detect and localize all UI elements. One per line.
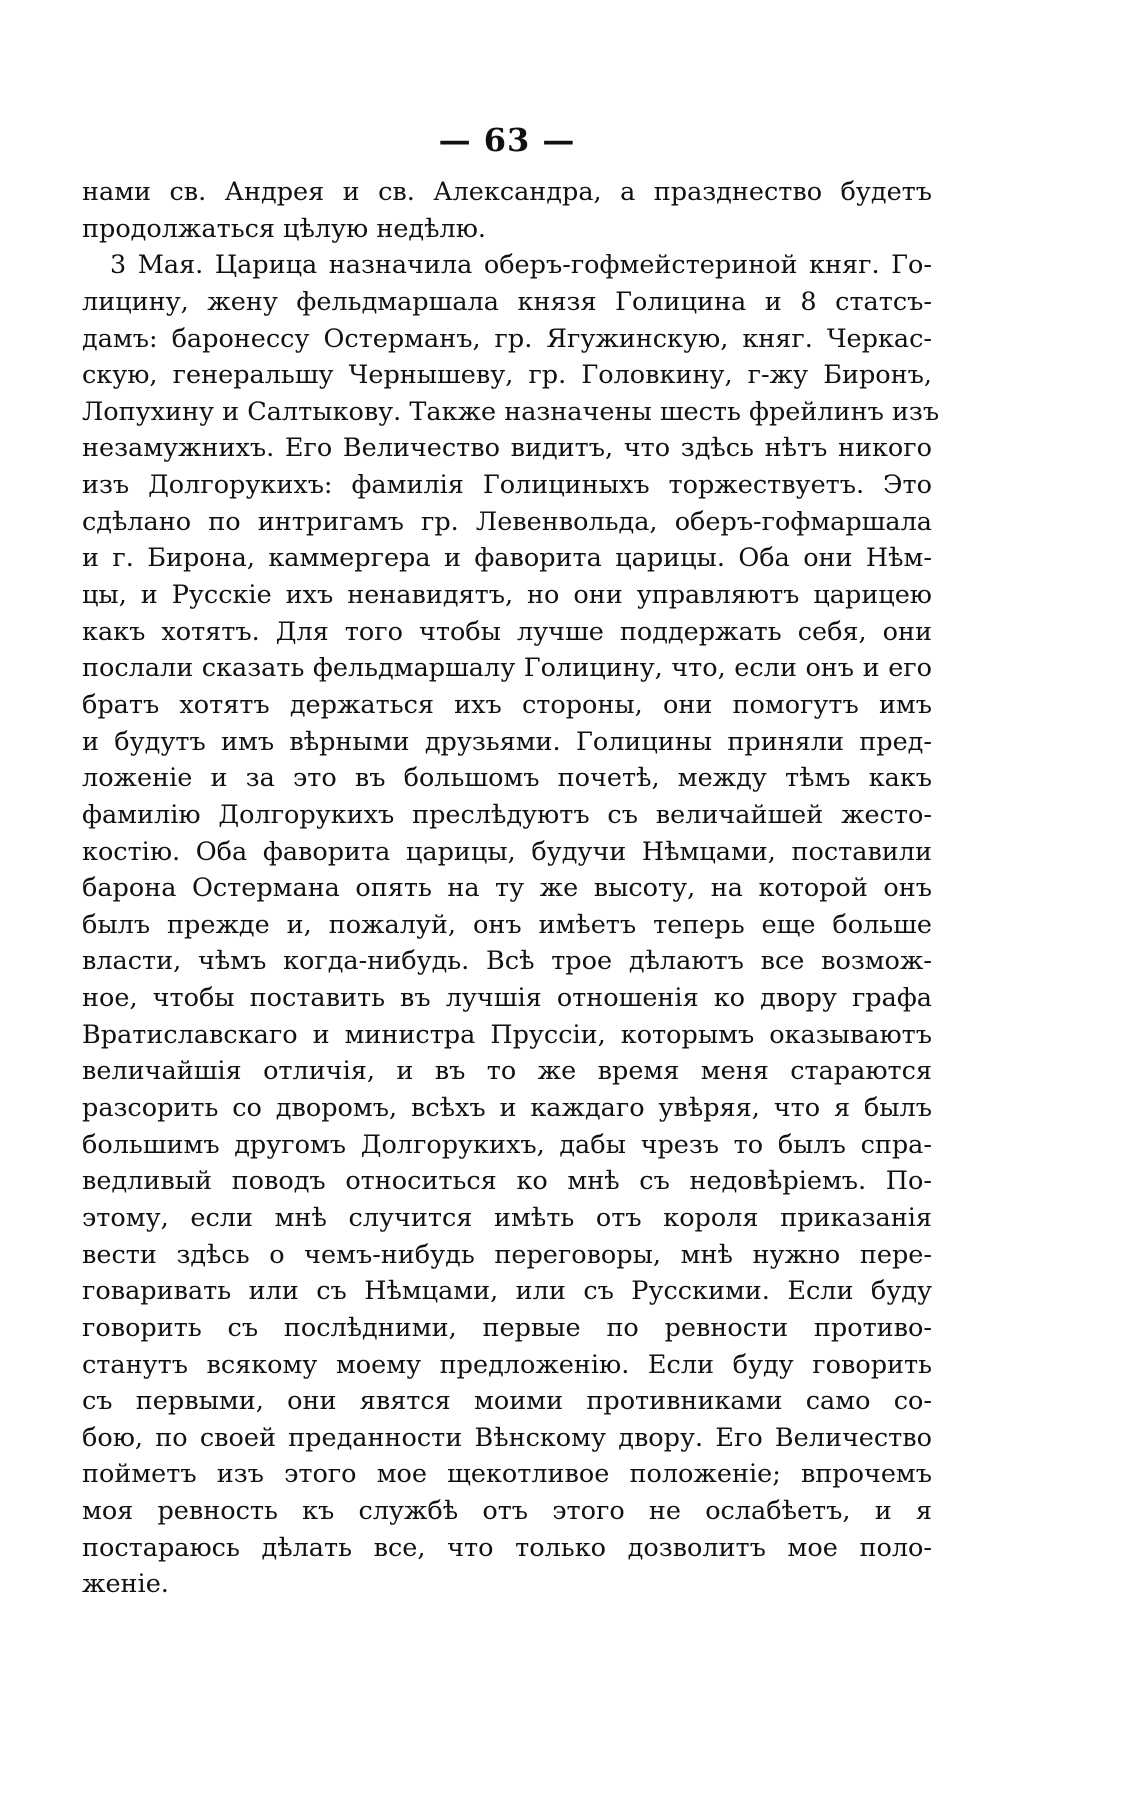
text-line: Лопухину и Салтыкову. Также назначены шесть фрейлинъ изъ [82,396,940,427]
text-line: сдѣлано по интригамъ гр. Левенвольда, оберъ-гофмаршала [82,506,932,537]
text-line: ложеніе и за это въ большомъ почетѣ, между тѣмъ какъ [82,763,932,794]
text-line: послали сказать фельдмаршалу Голицину, что, если онъ и его [82,653,932,684]
text-line: былъ прежде и, пожалуй, онъ имѣетъ теперь еще больше [82,909,932,940]
text-line: 3 Мая. Царица назначила оберъ-гофмейстериной княг. Го- [110,250,932,281]
text-line: съ первыми, они явятся моими противниками само со- [82,1386,932,1417]
book-page [82,120,940,1740]
text-line: Вратиславскаго и министра Пруссіи, которымъ оказываютъ [82,1019,932,1050]
text-line: скую, генеральшу Чернышеву, гр. Головкину, г-жу Биронъ, [82,360,932,391]
text-line: лицину, жену фельдмаршала князя Голицина и 8 статсъ- [82,286,932,317]
text-line: постараюсь дѣлать все, что только дозволитъ мое поло- [82,1532,932,1563]
page-number: — 63 — [438,121,576,159]
text-line: цы, и Русскіе ихъ ненавидятъ, но они управляютъ царицею [82,580,932,611]
text-line: и г. Бирона, каммергера и фаворита царицы. Оба они Нѣм- [82,543,932,574]
text-line: пойметъ изъ этого мое щекотливое положеніе; впрочемъ [82,1459,932,1490]
text-line: этому, если мнѣ случится имѣть отъ короля приказанія [82,1202,932,1233]
text-line: костію. Оба фаворита царицы, будучи Нѣмцами, поставили [82,836,932,867]
text-line: дамъ: баронессу Остерманъ, гр. Ягужинскую, княг. Черкас- [82,323,932,354]
text-line: станутъ всякому моему предложенію. Если буду говорить [82,1349,932,1380]
text-line: разсорить со дворомъ, всѣхъ и каждаго увѣряя, что я былъ [82,1093,932,1124]
text-line: продолжаться цѣлую недѣлю. [82,213,487,244]
text-line: незамужнихъ. Его Величество видитъ, что здѣсь нѣтъ никого [82,433,932,464]
text-line: большимъ другомъ Долгорукихъ, дабы чрезъ то былъ спра- [82,1129,932,1160]
page-body-text [82,174,940,1603]
text-line: и будутъ имъ вѣрными друзьями. Голицины приняли пред- [82,726,932,757]
text-line: моя ревность къ службѣ отъ этого не ослабѣетъ, и я [82,1496,932,1527]
text-line: женіе. [82,1569,169,1600]
text-line: ное, чтобы поставить въ лучшія отношенія ко двору графа [82,983,932,1014]
text-line: барона Остермана опять на ту же высоту, на которой онъ [82,873,932,904]
text-line: говорить съ послѣдними, первые по ревности противо- [82,1312,932,1343]
text-line: власти, чѣмъ когда-нибудь. Всѣ трое дѣлаютъ все возмож- [82,946,932,977]
text-line: бою, по своей преданности Вѣнскому двору. Его Величество [82,1422,932,1453]
text-line: говаривать или съ Нѣмцами, или съ Русскими. Если буду [82,1276,932,1307]
text-line: какъ хотятъ. Для того чтобы лучше поддержать себя, они [82,616,932,647]
text-line: нами св. Андрея и св. Александра, а празднество будетъ [82,177,932,207]
text-line: фамилію Долгорукихъ преслѣдуютъ съ величайшей жесто- [82,799,932,830]
text-line: величайшія отличія, и въ то же время меня стараются [82,1056,932,1087]
text-line: вести здѣсь о чемъ-нибудь переговоры, мнѣ нужно пере- [82,1239,932,1270]
text-line: изъ Долгорукихъ: фамилія Голициныхъ торжествуетъ. Это [82,470,932,501]
text-line: ведливый поводъ относиться ко мнѣ съ недовѣріемъ. По- [82,1166,932,1197]
text-line: братъ хотятъ держаться ихъ стороны, они помогутъ имъ [82,689,932,720]
